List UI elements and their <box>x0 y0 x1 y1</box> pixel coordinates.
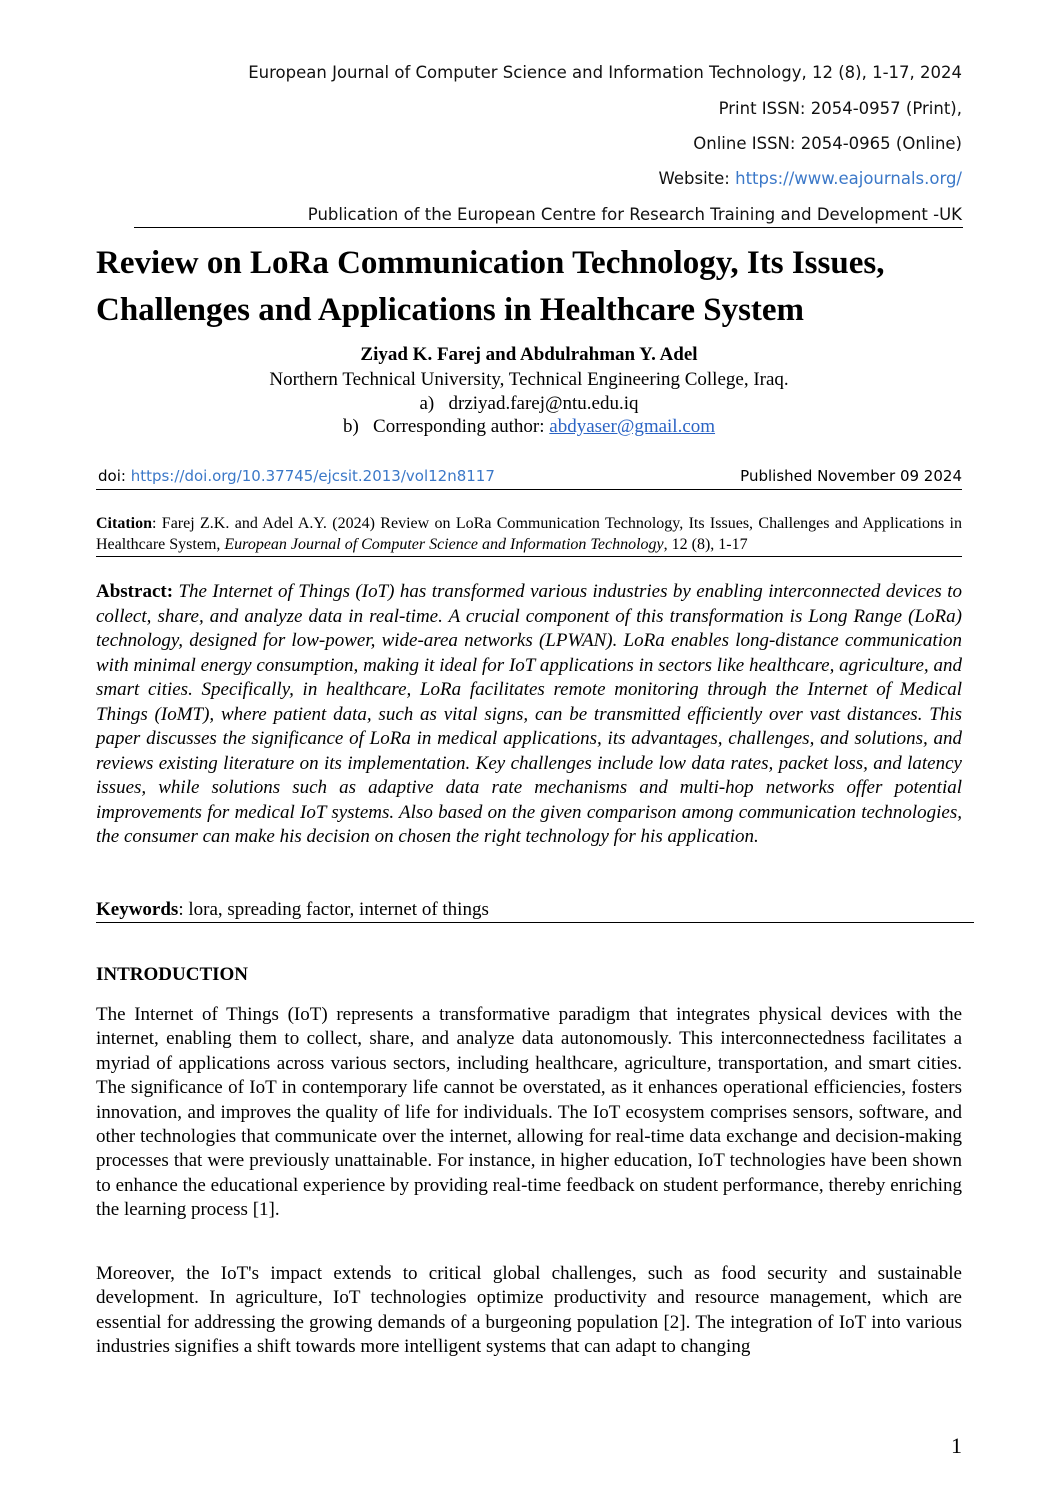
doi-row <box>98 467 962 485</box>
citation-label: Citation <box>96 515 152 532</box>
doi-rule <box>96 489 962 490</box>
email-a-marker: a) <box>419 393 435 414</box>
email-b-label: Corresponding author: <box>373 416 550 437</box>
print-issn: Print ISSN: 2054-0957 (Print), <box>718 99 962 118</box>
email-b-marker: b) <box>342 416 359 437</box>
doi-label: doi: <box>98 467 131 485</box>
header-rule <box>134 227 963 228</box>
website-line <box>659 169 962 188</box>
citation <box>96 513 962 555</box>
keywords-rule <box>96 922 974 923</box>
citation-rule <box>96 556 962 557</box>
author-email-a <box>96 393 962 415</box>
abstract <box>96 580 962 850</box>
keywords-label: Keywords <box>96 899 179 920</box>
doi-link[interactable]: https://doi.org/10.37745/ejcsit.2013/vol12n8117 <box>130 467 495 485</box>
published-date: Published November 09 2024 <box>740 467 962 485</box>
intro-paragraph-2: Moreover, the IoT's impact extends to critical global challenges, such as food security and sustainable development. In agriculture, IoT technologies optimize productivity and resource management, which are essential for addressing the growing demands of a burgeoning population [2]. The integration of IoT into various industries signifies a shift towards more intelligent systems that can adapt to changing <box>96 1263 962 1358</box>
website-label: Website: <box>658 169 736 188</box>
intro-paragraph-1: The Internet of Things (IoT) represents a transformative paradigm that integrates physical devices with the internet, enabling them to collect, share, and analyze data autonomously. This interconnectedness facilitates a myriad of applications across various sectors, including healthcare, agriculture, transportation, and smart cities. The significance of IoT in contemporary life cannot be overstated, as it enhances operational efficiencies, fosters innovation, and improves the quality of life for individuals. The IoT ecosystem comprises sensors, software, and other technologies that communicate over the internet, allowing for real-time data exchange and decision-making processes that were previously unattainable. For instance, in higher education, IoT technologies have been shown to enhance the educational experience by providing real-time feedback on student performance, thereby enriching the learning process [1]. <box>96 1004 962 1221</box>
author-email-b <box>96 416 962 438</box>
journal-line: European Journal of Computer Science and Information Technology, 12 (8), 1-17, 2024 <box>248 63 962 82</box>
email-a: drziyad.farej@ntu.edu.iq <box>448 393 639 414</box>
publisher-line: Publication of the European Centre for Research Training and Development -UK <box>307 205 962 224</box>
abstract-label: Abstract: <box>96 581 174 602</box>
page-number: 1 <box>951 1433 962 1458</box>
paper-affiliation: Northern Technical University, Technical Engineering College, Iraq. <box>269 369 789 390</box>
online-issn: Online ISSN: 2054-0965 (Online) <box>693 134 962 153</box>
citation-text: : Farej Z.K. and Adel A.Y. (2024) Review on LoRa Communication Technology, Its Issues, Challenges and Applications in Healthcare System, <box>96 515 962 553</box>
website-link[interactable]: https://www.eajournals.org/ <box>735 169 962 188</box>
keywords <box>96 899 962 921</box>
section-heading: INTRODUCTION <box>96 964 249 985</box>
paper-title: Review on LoRa Communication Technology, Its Issues, Challenges and Applications in Healthcare System <box>96 245 885 328</box>
citation-journal: European Journal of Computer Science and Information Technology <box>224 536 664 553</box>
abstract-text: The Internet of Things (IoT) has transformed various industries by enabling interconnected devices to collect, share, and analyze data in real-time. A crucial component of this transformation is Long Range (LoRa) technology, designed for low-power, wide-area networks (LPWAN). LoRa enables long-distance communication with minimal energy consumption, making it ideal for IoT applications in sectors like healthcare, agriculture, and smart cities. Specifically, in healthcare, LoRa facilitates remote monitoring through the Internet of Medical Things (IoMT), where patient data, such as vital signs, can be transmitted efficiently over vast distances. This paper discusses the significance of LoRa in medical applications, its advantages, challenges, and solutions, and reviews existing literature on its implementation. Key challenges include low data rates, packet loss, and latency issues, while solutions such as adaptive data rate mechanisms and multi-hop networks offer potential improvements for medical IoT systems. Also based on the given comparison among communication technologies, the consumer can make his decision on chosen the right technology for his application. <box>96 581 962 847</box>
corresponding-email-link[interactable]: abdyaser@gmail.com <box>549 416 716 437</box>
paper-authors: Ziyad K. Farej and Abdulrahman Y. Adel <box>360 344 698 365</box>
citation-volume: , 12 (8), 1-17 <box>663 536 748 553</box>
keywords-text: : lora, spreading factor, internet of things <box>178 899 489 920</box>
